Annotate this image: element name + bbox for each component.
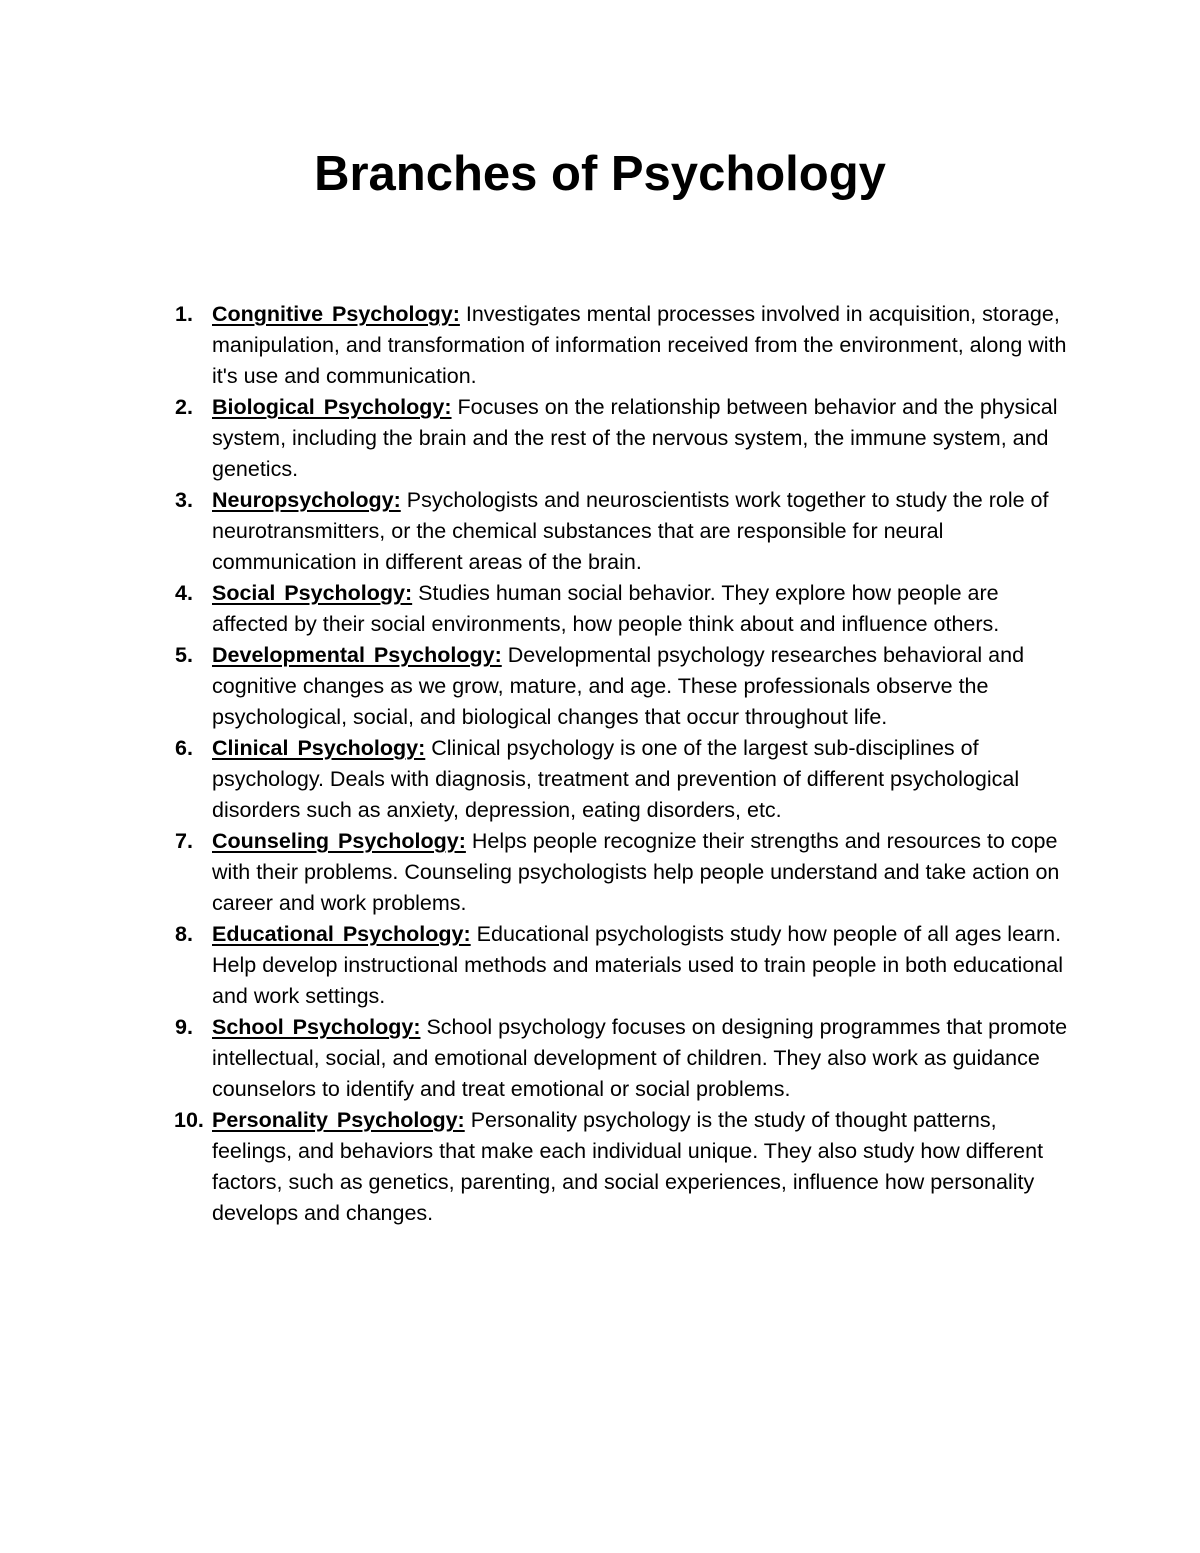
item-number: 2. (175, 395, 193, 419)
item-number: 6. (175, 736, 193, 760)
branch-description: Psychologists and neuroscientists work together to study the role of neurotransmitters, or the chemical substances that are responsible for neural communication in different areas of the brain. (212, 488, 1049, 574)
branch-description: Personality psychology is the study of thought patterns, feelings, and behaviors that make each individual unique. They also study how different factors, such as genetics, parenting, and social experiences, influence how personality develops and changes. (212, 1108, 1044, 1225)
branch-description: Focuses on the relationship between behavior and the physical system, including the brain and the rest of the nervous system, the immune system, and genetics. (212, 395, 1058, 481)
branch-name: Developmental Psychology: (212, 643, 502, 667)
item-number: 7. (175, 829, 193, 853)
branch-description: Studies human social behavior. They explore how people are affected by their social environments, how people think about and influence others. (212, 581, 1000, 636)
branch-description: Clinical psychology is one of the largest sub-disciplines of psychology. Deals with diagnosis, treatment and prevention of different psychological disorders such as anxiety, depression, eating disorders, etc. (212, 736, 1020, 822)
branch-name: Personality Psychology: (212, 1108, 465, 1132)
list-item (174, 1105, 1072, 1229)
list-item (175, 392, 1072, 485)
list-item (175, 1012, 1072, 1105)
item-number: 10. (174, 1108, 204, 1132)
branch-description: Investigates mental processes involved in acquisition, storage, manipulation, and transformation of information received from the environment, along with it's use and communication. (212, 302, 1067, 388)
list-item (175, 919, 1072, 1012)
branch-list (174, 299, 1072, 1229)
branch-name: Congnitive Psychology: (212, 302, 460, 326)
branch-description: School psychology focuses on designing programmes that promote intellectual, social, and emotional development of children. They also work as guidance counselors to identify and treat emotional or social problems. (212, 1015, 1068, 1101)
item-number: 3. (175, 488, 193, 512)
list-item (175, 578, 1072, 640)
branch-description: Educational psychologists study how people of all ages learn. Help develop instructional methods and materials used to train people in both educational and work settings. (212, 922, 1063, 1008)
branch-name: Neuropsychology: (212, 488, 401, 512)
branch-name: Counseling Psychology: (212, 829, 466, 853)
branch-name: School Psychology: (212, 1015, 421, 1039)
branch-name: Biological Psychology: (212, 395, 452, 419)
list-item (175, 733, 1072, 826)
item-number: 8. (175, 922, 193, 946)
branch-name: Educational Psychology: (212, 922, 471, 946)
branch-description: Helps people recognize their strengths and resources to cope with their problems. Counseling psychologists help people understand and take action on career and work problems. (212, 829, 1060, 915)
item-number: 1. (175, 302, 193, 326)
item-number: 9. (175, 1015, 193, 1039)
list-item (175, 826, 1072, 919)
list-item (175, 640, 1072, 733)
item-number: 4. (175, 581, 193, 605)
list-item (175, 299, 1072, 392)
list-item (175, 485, 1072, 578)
branch-name: Social Psychology: (212, 581, 413, 605)
branch-name: Clinical Psychology: (212, 736, 426, 760)
branch-description: Developmental psychology researches behavioral and cognitive changes as we grow, mature, and age. These professionals observe the psychological, social, and biological changes that occur throughout life. (212, 643, 1025, 729)
page-title: Branches of Psychology (314, 147, 886, 201)
item-number: 5. (175, 643, 193, 667)
